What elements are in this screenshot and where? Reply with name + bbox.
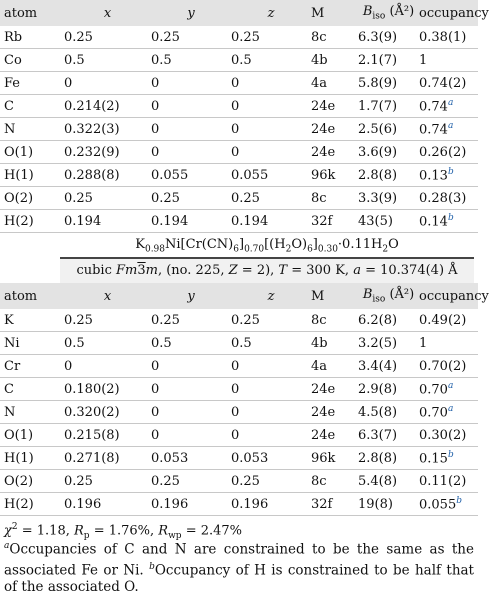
header-biso-sub: iso <box>372 11 386 22</box>
cell-occupancy <box>419 470 478 493</box>
header-biso-symbol: B <box>362 4 373 20</box>
cell-z: 0.055 <box>231 164 311 187</box>
cell-occupancy <box>419 141 478 164</box>
cell-x: 0.320(2) <box>64 401 151 424</box>
cell-multiplicity: 4b <box>311 332 358 355</box>
cell-multiplicity: 4a <box>311 355 358 378</box>
cell-x: 0.180(2) <box>64 378 151 401</box>
cell-z: 0 <box>231 355 311 378</box>
table-row <box>0 401 478 424</box>
cell-occupancy <box>419 49 478 72</box>
occupancy-value: 0.74 <box>419 99 448 115</box>
cell-y: 0 <box>151 378 231 401</box>
cell-x: 0 <box>64 355 151 378</box>
footnote-mark: b <box>447 212 454 223</box>
cell-z: 0 <box>231 378 311 401</box>
footnote-b-mark: b <box>149 561 155 572</box>
footnote-mark: b <box>447 166 454 177</box>
cell-biso: 1.7(7) <box>358 95 419 118</box>
cell-x: 0.25 <box>64 470 151 493</box>
cell-x: 0.322(3) <box>64 118 151 141</box>
occupancy-value: 0.74(2) <box>419 75 467 91</box>
table-row <box>0 424 478 447</box>
cell-y: 0.196 <box>151 493 231 516</box>
occupancy-value: 0.30(2) <box>419 427 467 443</box>
cell-atom: O(2) <box>0 470 64 493</box>
occupancy-value: 1 <box>419 335 428 351</box>
cell-y: 0 <box>151 355 231 378</box>
cell-occupancy <box>419 355 478 378</box>
cell-atom: Fe <box>0 72 64 95</box>
cell-z: 0.25 <box>231 187 311 210</box>
header-y: y <box>151 283 231 309</box>
cell-z: 0 <box>231 72 311 95</box>
header-atom: atom <box>0 283 64 309</box>
table-row <box>0 141 478 164</box>
cell-y: 0.25 <box>151 309 231 332</box>
occupancy-value: 0.74 <box>419 122 448 138</box>
cell-y: 0.25 <box>151 470 231 493</box>
cell-y: 0.5 <box>151 49 231 72</box>
cell-y: 0 <box>151 95 231 118</box>
cell-z: 0.25 <box>231 309 311 332</box>
cell-x: 0 <box>64 72 151 95</box>
cell-atom: O(1) <box>0 424 64 447</box>
cell-occupancy <box>419 447 478 470</box>
cell-occupancy <box>419 26 478 49</box>
cell-parameters: cubic Fm3m, (no. 225, Z = 2), T = 300 K, a = 10.374(4) Å <box>60 257 474 283</box>
header-z: z <box>231 0 311 26</box>
cell-multiplicity: 24e <box>311 401 358 424</box>
cell-x: 0.5 <box>64 332 151 355</box>
cell-occupancy <box>419 95 478 118</box>
header-biso <box>358 0 419 26</box>
cell-y: 0 <box>151 72 231 95</box>
cell-multiplicity: 8c <box>311 309 358 332</box>
footnote-a-mark: a <box>4 541 10 551</box>
cell-z: 0 <box>231 424 311 447</box>
occupancy-value: 0.15 <box>419 451 448 467</box>
cell-multiplicity: 24e <box>311 378 358 401</box>
header-multiplicity: M <box>311 283 358 309</box>
header-x: x <box>64 283 151 309</box>
cell-y: 0.053 <box>151 447 231 470</box>
cell-biso: 3.6(9) <box>358 141 419 164</box>
cell-multiplicity: 32f <box>311 493 358 516</box>
occupancy-value: 0.055 <box>419 497 457 513</box>
cell-biso: 2.5(6) <box>358 118 419 141</box>
cell-occupancy <box>419 187 478 210</box>
occupancy-value: 0.70 <box>419 382 448 398</box>
cell-atom: O(1) <box>0 141 64 164</box>
table-row <box>0 26 478 49</box>
cell-biso: 2.8(8) <box>358 447 419 470</box>
table-row <box>0 49 478 72</box>
header-occupancy: occupancy <box>419 283 478 309</box>
table-row <box>0 355 478 378</box>
cell-biso: 6.3(7) <box>358 424 419 447</box>
footnotes <box>0 538 474 596</box>
cell-occupancy <box>419 378 478 401</box>
cell-biso: 2.9(8) <box>358 378 419 401</box>
cell-multiplicity: 96k <box>311 447 358 470</box>
table-row <box>0 378 478 401</box>
occupancy-value: 0.49(2) <box>419 312 467 328</box>
cell-x: 0.232(9) <box>64 141 151 164</box>
cell-atom: K <box>0 309 64 332</box>
header-biso-unit: (Å²) <box>389 287 415 303</box>
cell-occupancy <box>419 493 478 516</box>
refinement-stats: $\chi^2 = 1.18$, $R_p = 1.76\%$, $R_{wp} = 2.47\%$ <box>4 522 243 541</box>
cell-z: 0.25 <box>231 470 311 493</box>
cell-y: 0.194 <box>151 210 231 233</box>
cell-atom: H(2) <box>0 493 64 516</box>
header-y: y <box>151 0 231 26</box>
cell-biso: 43(5) <box>358 210 419 233</box>
table-row <box>0 309 478 332</box>
cell-z: 0.25 <box>231 26 311 49</box>
atom-table-1 <box>0 0 489 233</box>
table-row <box>0 470 478 493</box>
cell-y: 0.5 <box>151 332 231 355</box>
cell-multiplicity: 24e <box>311 141 358 164</box>
cell-biso: 3.2(5) <box>358 332 419 355</box>
cell-atom: Ni <box>0 332 64 355</box>
header-x: x <box>64 0 151 26</box>
cell-y: 0.25 <box>151 187 231 210</box>
footnote-mark: b <box>456 495 462 506</box>
cell-atom: N <box>0 401 64 424</box>
cell-x: 0.288(8) <box>64 164 151 187</box>
cell-atom: H(2) <box>0 210 64 233</box>
occupancy-value: 0.11(2) <box>419 473 467 489</box>
cell-x: 0.215(8) <box>64 424 151 447</box>
cell-atom: C <box>0 95 64 118</box>
cell-multiplicity: 24e <box>311 95 358 118</box>
cell-occupancy <box>419 164 478 187</box>
occupancy-value: 0.14 <box>419 214 448 230</box>
atom-table-2 <box>0 283 489 516</box>
cell-biso: 5.8(9) <box>358 72 419 95</box>
cell-multiplicity: 4b <box>311 49 358 72</box>
header-z: z <box>231 283 311 309</box>
header-biso-unit: (Å²) <box>389 4 415 20</box>
footnote-mark: a <box>447 380 454 391</box>
header-row <box>0 283 478 309</box>
cell-biso: 6.3(9) <box>358 26 419 49</box>
cell-biso: 6.2(8) <box>358 309 419 332</box>
cell-x: 0.25 <box>64 26 151 49</box>
cell-multiplicity: 24e <box>311 424 358 447</box>
cell-z: 0 <box>231 141 311 164</box>
cell-x: 0.196 <box>64 493 151 516</box>
cell-z: 0.5 <box>231 332 311 355</box>
cell-atom: H(1) <box>0 447 64 470</box>
cell-x: 0.25 <box>64 187 151 210</box>
occupancy-value: 0.28(3) <box>419 190 467 206</box>
table-row <box>0 493 478 516</box>
cell-multiplicity: 4a <box>311 72 358 95</box>
cell-z: 0.053 <box>231 447 311 470</box>
cell-atom: Co <box>0 49 64 72</box>
cell-biso: 3.3(9) <box>358 187 419 210</box>
footnote-mark: a <box>447 120 454 131</box>
table-row <box>0 187 478 210</box>
cell-z: 0.194 <box>231 210 311 233</box>
cell-atom: C <box>0 378 64 401</box>
table-row <box>0 72 478 95</box>
footnote-mark: a <box>447 403 454 414</box>
cell-multiplicity: 96k <box>311 164 358 187</box>
header-biso-sub: iso <box>372 294 386 305</box>
occupancy-value: 0.70 <box>419 405 448 421</box>
cell-x: 0.25 <box>64 309 151 332</box>
compound-formula: $K_{0.98}Ni[Cr(CN)_6]_{0.70}[(H_2O)_6]_{0.30}\cdot 0.11H_2O$ <box>135 237 399 255</box>
table-row <box>0 332 478 355</box>
cell-atom: H(1) <box>0 164 64 187</box>
cell-occupancy <box>419 118 478 141</box>
cell-z: 0 <box>231 118 311 141</box>
cell-y: 0 <box>151 401 231 424</box>
cell-occupancy <box>419 332 478 355</box>
occupancy-value: 0.38(1) <box>419 29 467 45</box>
cell-atom: O(2) <box>0 187 64 210</box>
cell-atom: N <box>0 118 64 141</box>
cell-x: 0.194 <box>64 210 151 233</box>
table-row <box>0 118 478 141</box>
cell-y: 0.25 <box>151 26 231 49</box>
table-row <box>0 164 478 187</box>
header-row <box>0 0 478 26</box>
cell-biso: 2.8(8) <box>358 164 419 187</box>
cell-atom: Cr <box>0 355 64 378</box>
cell-biso: 3.4(4) <box>358 355 419 378</box>
occupancy-value: 1 <box>419 52 428 68</box>
cell-z: 0 <box>231 95 311 118</box>
table-row <box>0 447 478 470</box>
cell-y: 0 <box>151 424 231 447</box>
occupancy-value: 0.70(2) <box>419 358 467 374</box>
header-occupancy: occupancy <box>419 0 478 26</box>
cell-biso: 19(8) <box>358 493 419 516</box>
cell-atom: Rb <box>0 26 64 49</box>
cell-occupancy <box>419 424 478 447</box>
table-row <box>0 210 478 233</box>
cell-multiplicity: 32f <box>311 210 358 233</box>
cell-occupancy <box>419 309 478 332</box>
table-row <box>0 95 478 118</box>
footnote-b-text: Occupancy of H is constrained to be half that of the associated O. <box>4 562 474 595</box>
cell-multiplicity: 8c <box>311 187 358 210</box>
cell-y: 0.055 <box>151 164 231 187</box>
cell-y: 0 <box>151 118 231 141</box>
occupancy-value: 0.13 <box>419 168 448 184</box>
cell-occupancy <box>419 72 478 95</box>
cell-x: 0.214(2) <box>64 95 151 118</box>
header-biso-symbol: B <box>362 287 373 303</box>
header-biso <box>358 283 419 309</box>
cell-biso: 2.1(7) <box>358 49 419 72</box>
cell-biso: 5.4(8) <box>358 470 419 493</box>
cell-multiplicity: 8c <box>311 470 358 493</box>
cell-biso: 4.5(8) <box>358 401 419 424</box>
cell-occupancy <box>419 210 478 233</box>
footnote-a-text: Occupancies of C and N are constrained to be the same as the associated Fe or Ni. <box>4 541 474 578</box>
footnote-mark: b <box>447 449 454 460</box>
cell-x: 0.5 <box>64 49 151 72</box>
cell-multiplicity: 24e <box>311 118 358 141</box>
cell-x: 0.271(8) <box>64 447 151 470</box>
cell-y: 0 <box>151 141 231 164</box>
footnote-mark: a <box>447 97 454 108</box>
cell-occupancy <box>419 401 478 424</box>
cell-z: 0.5 <box>231 49 311 72</box>
cell-z: 0 <box>231 401 311 424</box>
header-multiplicity: M <box>311 0 358 26</box>
cell-multiplicity: 8c <box>311 26 358 49</box>
header-atom: atom <box>0 0 64 26</box>
cell-z: 0.196 <box>231 493 311 516</box>
occupancy-value: 0.26(2) <box>419 144 467 160</box>
